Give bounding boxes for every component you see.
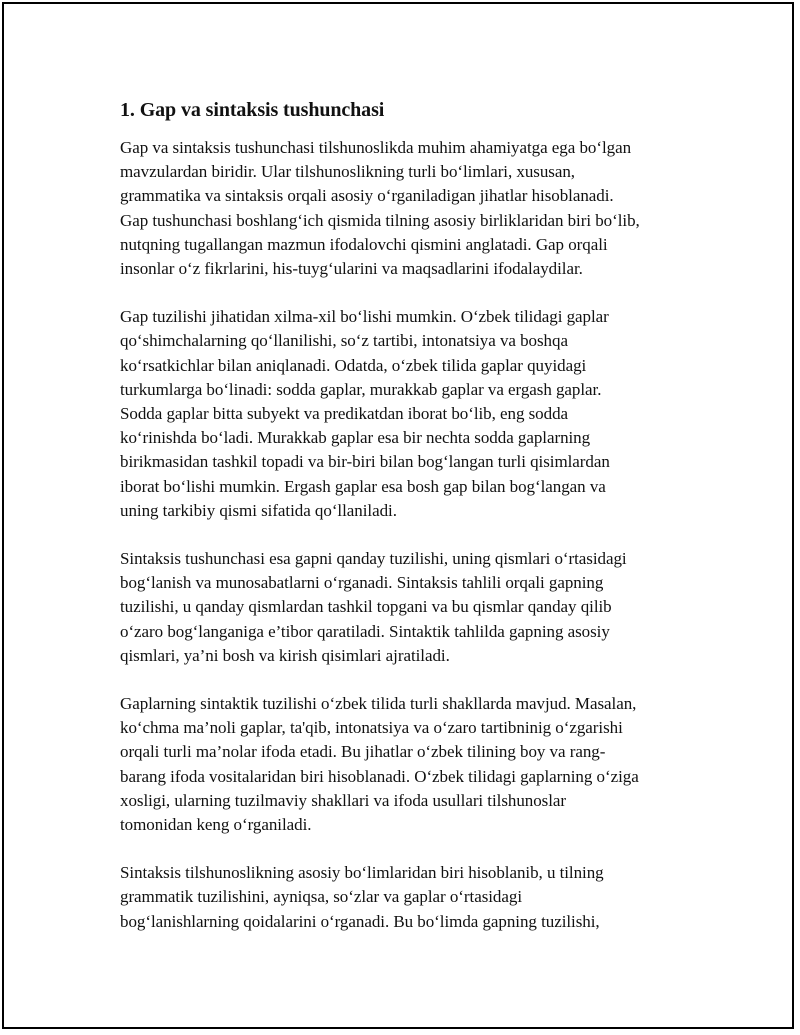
document-body [120,96,710,958]
paragraph-2: Gap tuzilishi jihatidan xilma-xil bo‘lishi mumkin. O‘zbek tilidagi gaplar qo‘shimchalarning qo‘llanilishi, so‘z tartibi, intonatsiya va boshqa ko‘rsatkichlar bilan aniqlanadi. Odatda, o‘zbek tilida gaplar quyidagi turkumlarga bo‘linadi: sodda gaplar, murakkab gaplar va ergash gaplar. Sodda gaplar bitta subyekt va predikatdan iborat bo‘lib, eng sodda ko‘rinishda bo‘ladi. Murakkab gaplar esa bir nechta sodda gaplarning birikmasidan tashkil topadi va bir-biri bilan bog‘langan turli qisimlardan iborat bo‘lishi mumkin. Ergash gaplar esa bosh gap bilan bog‘langan va uning tarkibiy qismi sifatida qo‘llaniladi. [120,307,610,520]
paragraph-4: Gaplarning sintaktik tuzilishi o‘zbek tilida turli shakllarda mavjud. Masalan, ko‘chma ma’noli gaplar, ta'qib, intonatsiya va o‘zaro tartibninig o‘zgarishi orqali turli ma’nolar ifoda etadi. Bu jihatlar o‘zbek tilining boy va rang- barang ifoda vositalaridan biri hisoblanadi. O‘zbek tilidagi gaplarning o‘ziga xosligi, ularning tuzilmaviy shakllari va ifoda usullari tilshunoslar tomonidan keng o‘rganiladi. [120,694,639,835]
paragraph-1: Gap va sintaksis tushunchasi tilshunoslikda muhim ahamiyatga ega bo‘lgan mavzulardan biridir. Ular tilshunoslikning turli bo‘limlari, xususan, grammatika va sintaksis orqali asosiy o‘rganiladigan jihatlar hisoblanadi. Gap tushunchasi boshlang‘ich qismida tilning asosiy birliklaridan biri bo‘lib, nutqning tugallangan mazmun ifodalovchi qismini anglatadi. Gap orqali insonlar o‘z fikrlarini, his-tuyg‘ularini va maqsadlarini ifodalaydilar. [120,138,640,279]
document-page [2,2,794,1029]
paragraph-5: Sintaksis tilshunoslikning asosiy bo‘limlaridan biri hisoblanib, u tilning grammatik tuzilishini, ayniqsa, so‘zlar va gaplar o‘rtasidagi bog‘lanishlarning qoidalarini o‘rganadi. Bu bo‘limda gapning tuzilishi, [120,863,604,931]
section-heading: 1. Gap va sintaksis tushunchasi [120,99,385,121]
paragraph-3: Sintaksis tushunchasi esa gapni qanday tuzilishi, uning qismlari o‘rtasidagi bog‘lanish va munosabatlarni o‘rganadi. Sintaksis tahlili orqali gapning tuzilishi, u qanday qismlardan tashkil topgani va bu qismlar qanday qilib o‘zaro bog‘langaniga e’tibor qaratiladi. Sintaktik tahlilda gapning asosiy qismlari, ya’ni bosh va kirish qisimlari ajratiladi. [120,549,627,665]
